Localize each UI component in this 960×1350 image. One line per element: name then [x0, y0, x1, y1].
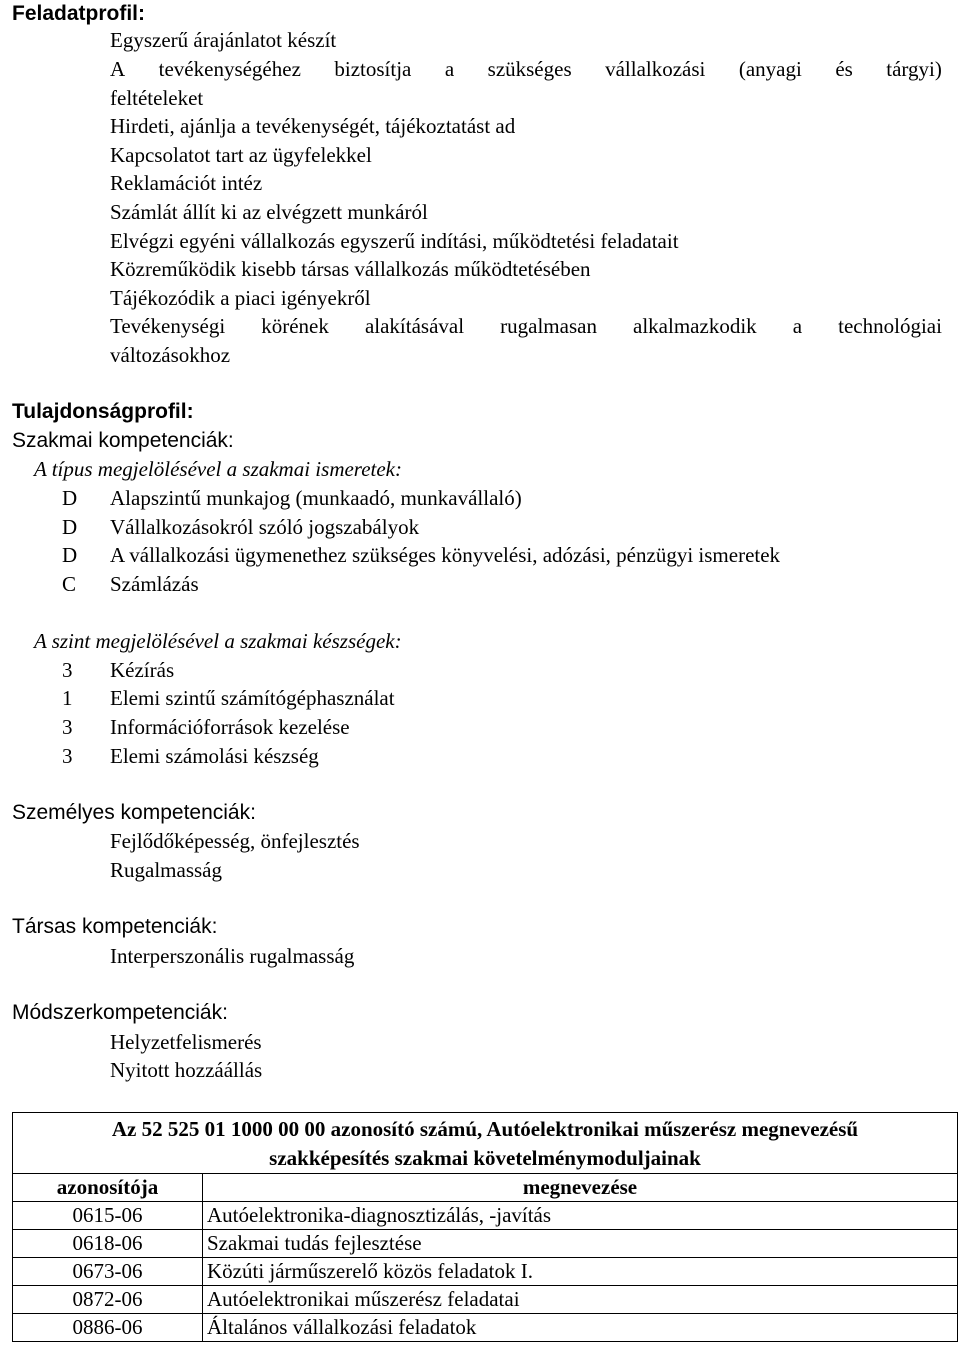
task-word: körének: [261, 314, 329, 338]
ismeret-text: Alapszintű munkajog (munkaadó, munkavállaló): [110, 486, 522, 510]
modszer-item: Nyitott hozzáállás: [110, 1058, 263, 1082]
szemelyes-item: Fejlődőképesség, önfejlesztés: [110, 829, 360, 853]
ismeret-text: Vállalkozásokról szóló jogszabályok: [110, 515, 420, 539]
keszseg-level: 3: [62, 658, 73, 682]
task-item: változásokhoz: [110, 343, 231, 367]
szemelyes-kompetenciak-title: Személyes kompetenciák:: [12, 801, 256, 824]
keszseg-text: Információforrások kezelése: [110, 715, 350, 739]
task-word: vállalkozási: [605, 57, 706, 81]
module-name: Szakmai tudás fejlesztése: [203, 1230, 958, 1258]
task-item: Számlát állít ki az elvégzett munkáról: [110, 200, 428, 224]
module-id: 0886-06: [13, 1314, 203, 1342]
task-word: szükséges: [487, 57, 572, 81]
module-id: 0615-06: [13, 1202, 203, 1230]
ismeret-code: C: [62, 572, 77, 596]
task-word: alkalmazkodik: [633, 314, 757, 338]
feladatprofil-title: Feladatprofil:: [12, 2, 146, 25]
task-word: tárgyi): [886, 57, 942, 81]
task-item: feltételeket: [110, 86, 204, 110]
ismeret-code: D: [62, 486, 78, 510]
keszsegek-title: A szint megjelölésével a szakmai készségek:: [34, 629, 402, 653]
task-word: alakításával: [364, 314, 465, 338]
ismeretek-title: A típus megjelölésével a szakmai ismeretek:: [34, 457, 402, 481]
task-item: [110, 313, 942, 339]
module-id: 0618-06: [13, 1230, 203, 1258]
task-item: Egyszerű árajánlatot készít: [110, 28, 337, 52]
task-word: rugalmasan: [500, 314, 597, 338]
task-item: Tájékozódik a piaci igényekről: [110, 286, 371, 310]
module-name: Közúti járműszerelő közös feladatok I.: [203, 1258, 958, 1286]
task-word: a: [792, 314, 803, 338]
ismeret-text: Számlázás: [110, 572, 199, 596]
column-header-name: megnevezése: [203, 1174, 958, 1202]
tarsas-item: Interperszonális rugalmasság: [110, 944, 355, 968]
keszseg-level: 3: [62, 744, 73, 768]
task-word: technológiai: [838, 314, 942, 338]
table-column-header-row: [13, 1174, 958, 1202]
module-name: Autóelektronikai műszerész feladatai: [203, 1286, 958, 1314]
szemelyes-item: Rugalmasság: [110, 858, 222, 882]
task-word: és: [835, 57, 853, 81]
module-id: 0872-06: [13, 1286, 203, 1314]
table-caption-line1: Az 52 525 01 1000 00 00 azonosító számú, Autóelektronikai műszerész megnevezésű: [111, 1117, 859, 1141]
task-item: Elvégzi egyéni vállalkozás egyszerű indítási, működtetési feladatait: [110, 229, 679, 253]
szakmai-kompetenciak-title: Szakmai kompetenciák:: [12, 429, 234, 452]
task-word: biztosítja: [334, 57, 412, 81]
table-row: [13, 1202, 958, 1230]
keszseg-text: Kézírás: [110, 658, 175, 682]
table-caption: [13, 1113, 958, 1174]
tarsas-kompetenciak-title: Társas kompetenciák:: [12, 915, 218, 938]
task-item: Hirdeti, ajánlja a tevékenységét, tájékoztatást ad: [110, 114, 516, 138]
task-word: (anyagi: [738, 57, 802, 81]
table-row: [13, 1314, 958, 1342]
task-item: [110, 56, 942, 82]
task-item: Közreműködik kisebb társas vállalkozás működtetésében: [110, 257, 591, 281]
module-name: Autóelektronika-diagnosztizálás, -javítás: [203, 1202, 958, 1230]
table-caption-line2: szakképesítés szakmai követelménymoduljainak: [269, 1146, 701, 1170]
task-item: Kapcsolatot tart az ügyfelekkel: [110, 143, 372, 167]
task-item: Reklamációt intéz: [110, 171, 263, 195]
ismeret-code: D: [62, 515, 78, 539]
task-word: a: [444, 57, 455, 81]
ismeret-text: A vállalkozási ügymenethez szükséges könyvelési, adózási, pénzügyi ismeretek: [110, 543, 781, 567]
keszseg-text: Elemi számolási készség: [110, 744, 319, 768]
modszer-item: Helyzetfelismerés: [110, 1030, 262, 1054]
task-word: Tevékenységi: [110, 314, 226, 338]
ismeret-code: D: [62, 543, 78, 567]
keszseg-level: 3: [62, 715, 73, 739]
tulajdonsagprofil-title: Tulajdonságprofil:: [12, 400, 194, 423]
keszseg-text: Elemi szintű számítógéphasználat: [110, 686, 395, 710]
task-word: A: [110, 57, 126, 81]
task-word: tevékenységéhez: [158, 57, 301, 81]
table-row: [13, 1286, 958, 1314]
table-row: [13, 1258, 958, 1286]
module-name: Általános vállalkozási feladatok: [203, 1314, 958, 1342]
column-header-id: azonosítója: [13, 1174, 203, 1202]
modszerkompetenciak-title: Módszerkompetenciák:: [12, 1001, 228, 1024]
table-header-row: [13, 1113, 958, 1174]
module-id: 0673-06: [13, 1258, 203, 1286]
module-table: [12, 1112, 958, 1342]
keszseg-level: 1: [62, 686, 73, 710]
table-row: [13, 1230, 958, 1258]
